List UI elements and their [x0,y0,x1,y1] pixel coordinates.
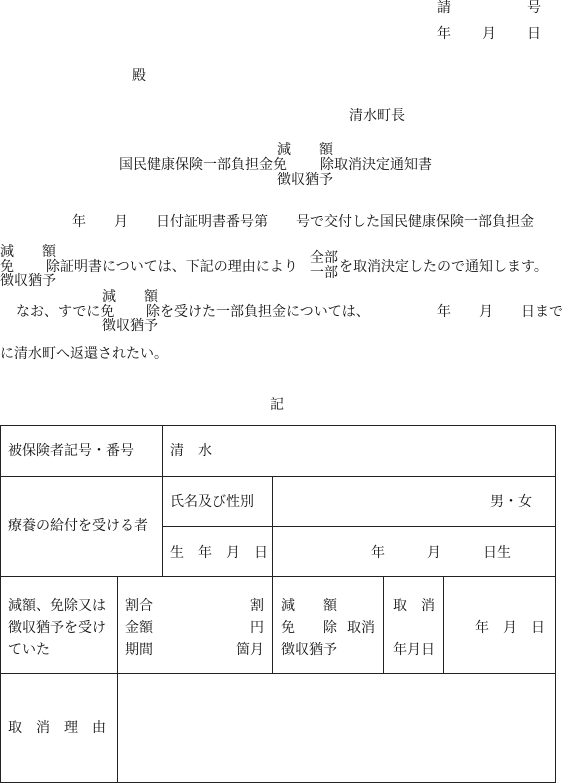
title-left: 国民健康保険一部負担金免 [119,157,287,173]
amount-unit: 円 [250,620,264,636]
scope-option-partial: 一部 [310,265,338,281]
cancel-date-label-bottom: 年月日 [393,642,435,658]
dob-value: 年 月 日生 [371,545,511,561]
title-option-deferral: 徴収猶予 [277,172,333,188]
period-label: 期間 [125,642,153,658]
number-char: 号 [527,0,541,16]
body-line-1: 年 月 日付証明書番号第 号で交付した国民健康保険一部負担金 [72,214,534,230]
cancel-reason-label: 取 消 理 由 [8,720,106,736]
cancel-date-label-top: 取 消 [393,598,435,614]
body-line2-option-bottom: 徴収猶予 [0,273,56,289]
body-line2-option-top: 減 額 [0,244,56,260]
dob-label: 生 年 月 日 [170,545,268,561]
body-line3-option-bottom: 徴収猶予 [102,318,158,334]
type-option-deferral: 徴収猶予 [281,642,337,658]
title-right: 除取消決定通知書 [320,157,432,173]
insured-number-value: 清 水 [170,443,212,459]
cancel-date-value: 年 月 日 [475,620,545,636]
type-cancel-word: 取消 [347,620,375,636]
reduction-label-line-3: ていた [8,642,50,658]
title-option-reduction: 減 額 [277,142,333,158]
ki-heading: 記 [270,397,284,413]
addressee-suffix: 殿 [132,68,146,84]
body-line3-prefix: なお、すでに免 [16,304,115,320]
reduction-label-line-1: 減額、免除又は [8,598,106,614]
period-unit: 箇月 [236,642,264,658]
year-char: 年 [437,26,451,42]
scope-option-all: 全部 [310,250,338,266]
body-line2-option-mid: 免 [0,259,14,275]
type-option-reduction: 減 額 [281,598,337,614]
body-line-4: に清水町へ返還されたい。 [0,346,168,362]
body-line3-date: 年 月 日まで [437,304,563,320]
ratio-unit: 割 [250,598,264,614]
body-line2-end: を取消決定したので通知します。 [339,259,548,275]
issuer-name: 清水町長 [349,108,405,124]
name-gender-label: 氏名及び性別 [170,494,254,510]
amount-label: 金額 [125,620,153,636]
month-char: 月 [482,26,496,42]
reduction-label-line-2: 徴収猶予を受け [8,620,106,636]
day-char: 日 [527,26,541,42]
gender-options: 男・女 [490,494,532,510]
body-line3-option-top: 減 額 [102,289,158,305]
request-char: 請 [437,0,451,16]
cancel-reason-field[interactable] [118,674,555,782]
ratio-label: 割合 [125,598,153,614]
body-line3-middle: 除を受けた一部負担金については、 [146,304,370,320]
type-option-exemption: 免 除 [281,620,337,636]
recipient-label: 療養の給付を受ける者 [8,518,148,534]
insured-number-label: 被保険者記号・番号 [8,443,134,459]
body-line2-main: 除証明書については、下記の理由により [46,259,298,275]
